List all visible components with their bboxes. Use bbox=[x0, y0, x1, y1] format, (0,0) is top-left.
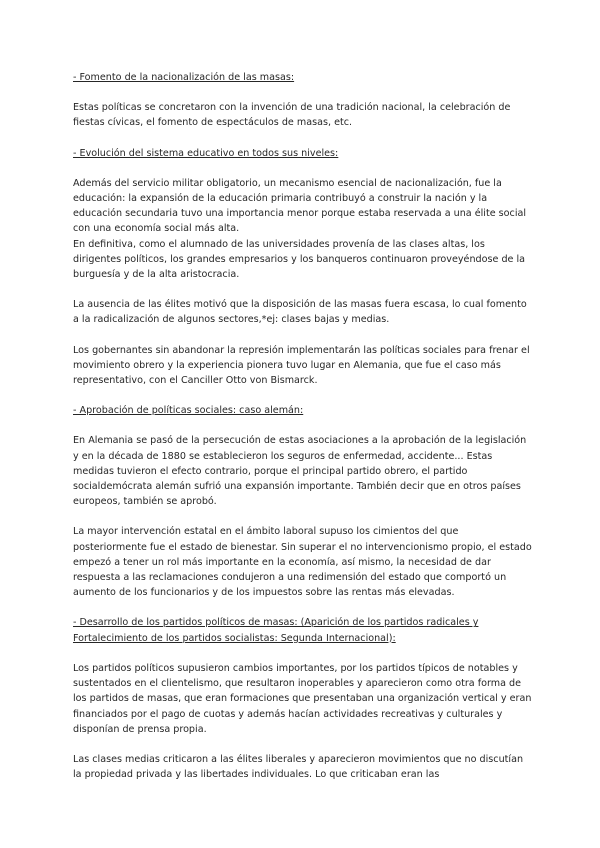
paragraph-clases-medias: Las clases medias criticaron a las élites liberales y aparecieron movimientos que no discutían la propiedad privada y las libertades individuales. Lo que criticaban eran las bbox=[73, 753, 524, 781]
paragraph-politicas-tradicion: Estas políticas se concretaron con la invención de una tradición nacional, la celebración de fiestas cívicas, el fomento de espectáculos de masas, etc. bbox=[73, 102, 511, 129]
section-heading-partidos-masas: - Desarrollo de los partidos políticos de masas: (Aparición de los partidos radicales y Fortalecimiento de los partidos socialistas: Segunda Internacional): bbox=[73, 617, 479, 644]
paragraph-ausencia-elites: La ausencia de las élites motivó que la disposición de las masas fuera escasa, lo cual fomento a la radicalización de algunos sectores,*ej: clases bajas y medias. bbox=[73, 299, 527, 326]
paragraph-gobernantes-represion: Los gobernantes sin abandonar la represión implementarán las políticas sociales para frenar el movimiento obrero y la experiencia pionera tuvo lugar en Alemania, que fue el caso más representativo, con el Canciller Otto von Bismarck. bbox=[73, 344, 530, 387]
paragraph-definitiva-alumnado: En definitiva, como el alumnado de las universidades provenía de las clases altas, los dirigentes políticos, los grandes empresarios y los banqueros continuaron proveyéndose de la burguesía y de la alta aristocracia. bbox=[73, 238, 526, 281]
paragraph-alemania-legislacion: En Alemania se pasó de la persecución de estas asociaciones a la aprobación de la legislación y en la década de 1880 se establecieron los seguros de enfermedad, accidente... Estas medidas tuvieron el efecto contrario, porque el principal partido obrero, el partido socialdemócrata alemán sufrió una expansión importante. También decir que en otros países europeos, también se aprobó. bbox=[73, 435, 527, 508]
paragraph-partidos-politicos: Los partidos políticos supusieron cambios importantes, por los partidos típicos de notables y sustentados en el clientelismo, que resultaron inoperables y aparecieron como otra forma de los partidos de masas, que eran formaciones que presentaban una organización vertical y eran financiados por el pago de cuotas y además hacían actividades recreativas y culturales y disponían de prensa propia. bbox=[73, 662, 532, 735]
section-heading-nacionalizacion: - Fomento de la nacionalización de las masas: bbox=[73, 72, 295, 83]
paragraph-servicio-militar: Además del servicio militar obligatorio, un mecanismo esencial de nacionalización, fue la educación: la expansión de la educación primaria contribuyó a construir la nación y la educación secundaria tuvo una importancia menor porque estaba reservada a una élite social con una economía social más alta. bbox=[73, 177, 527, 235]
section-heading-sistema-educativo: - Evolución del sistema educativo en todos sus niveles: bbox=[73, 147, 339, 159]
paragraph-intervencion-estatal: La mayor intervención estatal en el ámbito laboral supuso los cimientos del que posteriormente fue el estado de bienestar. Sin superar el no intervencionismo propio, el estado empezó a tener un rol más importante en la economía, así mismo, la necesidad de dar respuesta a las reclamaciones condujeron a una redimensión del estado que comportó un aumento de los funcionarios y de los impuestos sobre las rentas más elevadas. bbox=[73, 526, 532, 599]
section-heading-caso-aleman: - Aprobación de políticas sociales: caso alemán: bbox=[73, 405, 304, 417]
document-body bbox=[73, 70, 533, 782]
